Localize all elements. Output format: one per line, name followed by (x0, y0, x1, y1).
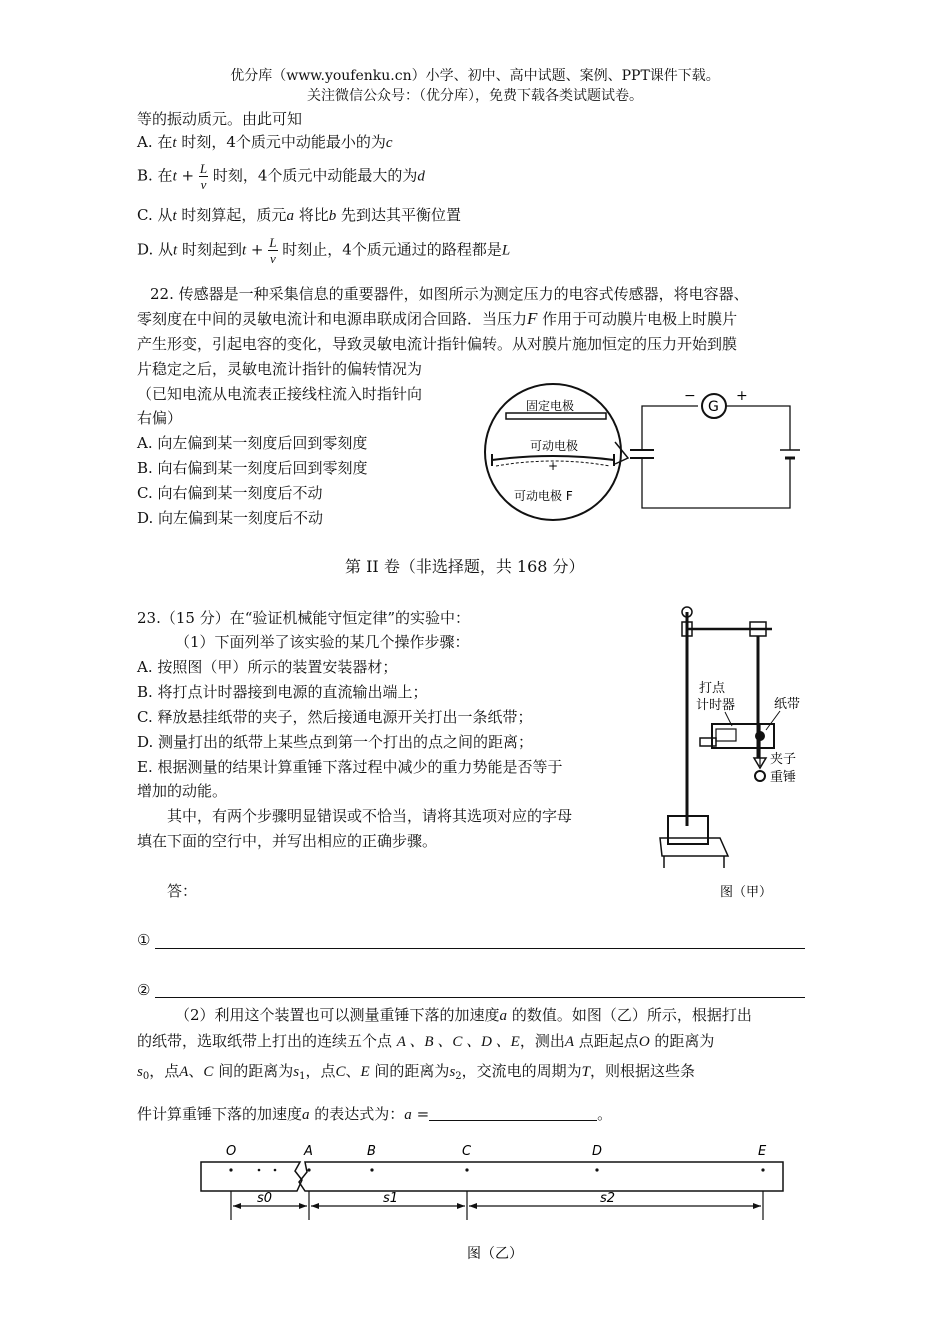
q23-step-d: D. 测量打出的纸带上某些点到第一个打出的点之间的距离； (137, 733, 534, 751)
answer-line-2[interactable] (155, 997, 805, 998)
answer-line-1[interactable] (155, 948, 805, 949)
paper-tape-figure (195, 1138, 795, 1268)
label-C: C (462, 1144, 472, 1159)
q22-line2: 零刻度在中间的灵敏电流计和电源串联成闭合回路．当压力F 作用于可动膜片电极上时膜片 (137, 309, 738, 328)
fixed-electrode-label: 固定电极 (526, 399, 575, 413)
q23-para1: 其中，有两个步骤明显错误或不恰当，请将其选项对应的字母 (167, 807, 573, 825)
q22-option-c: C. 向右偏到某一刻度后不动 (137, 484, 323, 502)
q21-option-a: A. 在t 时刻，4个质元中动能最小的为c (137, 133, 393, 151)
capacitor-sensor-figure (478, 380, 818, 530)
answer-blank-2[interactable]: ② (137, 981, 151, 999)
q22-line1: 22. 传感器是一种采集信息的重要器件，如图所示为测定压力的电容式传感器，将电容器、 (150, 285, 749, 303)
q23-part2-line2: 的纸带，选取纸带上打出的连续五个点 A 、B 、C 、D 、E，测出A 点距起点O 的距离为 (137, 1032, 715, 1050)
q23-part2-line4: 件计算重锤下落的加速度a 的表达式为：a = 。 (137, 1105, 613, 1123)
q23-step-e1: E. 根据测量的结果计算重锤下落过程中减少的重力势能是否等于 (137, 758, 563, 776)
q22-line4: 片稳定之后，灵敏电流计指针的偏转情况为 (137, 360, 423, 378)
q22-line3: 产生形变，引起电容的变化，导致灵敏电流计指针偏转。从对膜片施加恒定的压力开始到膜 (137, 335, 738, 353)
free-fall-apparatus-figure (652, 598, 822, 903)
q23-step-b: B. 将打点计时器接到电源的直流输出端上； (137, 683, 428, 701)
weight-label: 重锤 (770, 770, 797, 785)
q23-answer-label: 答： (167, 882, 198, 900)
q22-option-b: B. 向右偏到某一刻度后回到零刻度 (137, 459, 368, 477)
header-line1: 优分库（www.youfenku.cn）小学、初中、高中试题、案例、PPT课件下载。 (230, 68, 720, 84)
fixed-electrode (506, 413, 606, 419)
figure-yi-caption: 图（乙） (467, 1246, 523, 1262)
galvanometer-minus: − (684, 388, 696, 404)
label-s1: s1 (383, 1191, 399, 1206)
q21-option-c: C. 从t 时刻算起，质元a 将比b 先到达其平衡位置 (137, 206, 461, 224)
label-s2: s2 (600, 1191, 616, 1206)
q23-step-e2: 增加的动能。 (137, 782, 228, 800)
timer-label-2: 计时器 (696, 698, 736, 713)
header-line2: 关注微信公众号：（优分库），免费下载各类试题试卷。 (307, 88, 643, 104)
q23-para2: 填在下面的空行中，并写出相应的正确步骤。 (137, 832, 438, 850)
weight-shape (755, 771, 765, 781)
q22-option-a: A. 向左偏到某一刻度后回到零刻度 (137, 434, 368, 452)
dot-D (595, 1168, 598, 1171)
table (660, 838, 728, 856)
label-A: A (304, 1144, 313, 1159)
dot-B (370, 1168, 373, 1171)
label-s0: s0 (257, 1191, 273, 1206)
q22-option-d: D. 向左偏到某一刻度后不动 (137, 509, 324, 527)
wire-bottom (642, 458, 790, 508)
q23-step-a: A. 按照图（甲）所示的装置安装器材； (137, 658, 398, 676)
timer-label-1: 打点 (699, 681, 726, 696)
q23-line2: （1）下面列举了该实验的某几个操作步骤： (175, 633, 470, 651)
q21-intro: 等的振动质元。由此可知 (137, 110, 303, 128)
q21-option-b: B. 在t + $\frac{L}{v}$ 时刻，4个质元中动能最大的为d (137, 161, 425, 192)
dot-O (229, 1168, 232, 1171)
dot-A (307, 1168, 310, 1171)
movable-electrode-f-label: 可动电极 F (514, 489, 573, 503)
dot-E (761, 1168, 764, 1171)
q23-line1: 23.（15 分）在“验证机械能守恒定律”的实验中： (137, 609, 471, 627)
acceleration-answer-blank[interactable] (429, 1106, 597, 1121)
label-B: B (367, 1144, 376, 1159)
q22-line6: 右偏） (137, 409, 183, 427)
answer-blank-1[interactable]: ① (137, 931, 151, 949)
q22-line5: （已知电流从电流表正接线柱流入时指针向 (137, 385, 423, 403)
galvanometer-plus: + (736, 388, 748, 404)
tape-label: 纸带 (774, 697, 801, 712)
clip-label: 夹子 (770, 752, 797, 767)
galvanometer-label: G (708, 399, 719, 415)
plus-mark: + (548, 459, 559, 473)
figure-jia-caption: 图（甲） (720, 885, 773, 900)
q23-step-c: C. 释放悬挂纸带的夹子，然后接通电源开关打出一条纸带； (137, 708, 533, 726)
tape-right-piece (299, 1162, 783, 1191)
label-O: O (226, 1144, 237, 1159)
wire-top-left (642, 406, 698, 450)
dot-C (465, 1168, 468, 1171)
q23-part2-line3: $s_0$，点A、C 间的距离为$s_1$，点C、E 间的距离为$s_2$，交流电的周期为T，则根据这些条 (137, 1062, 696, 1082)
label-E: E (758, 1144, 767, 1159)
movable-electrode-label: 可动电极 (530, 439, 579, 453)
section-2-title: 第 II 卷（非选择题，共 168 分） (345, 557, 585, 576)
tape-left-piece (201, 1162, 302, 1191)
wire-top-right (726, 406, 790, 450)
q21-option-d: D. 从t 时刻起到t + $\frac{L}{v}$ 时刻止，4个质元通过的路程都是L (137, 235, 511, 266)
label-D: D (592, 1144, 603, 1159)
q23-part2-line1: （2）利用这个装置也可以测量重锤下落的加速度a 的数值。如图（乙）所示，根据打出 (175, 1006, 752, 1024)
